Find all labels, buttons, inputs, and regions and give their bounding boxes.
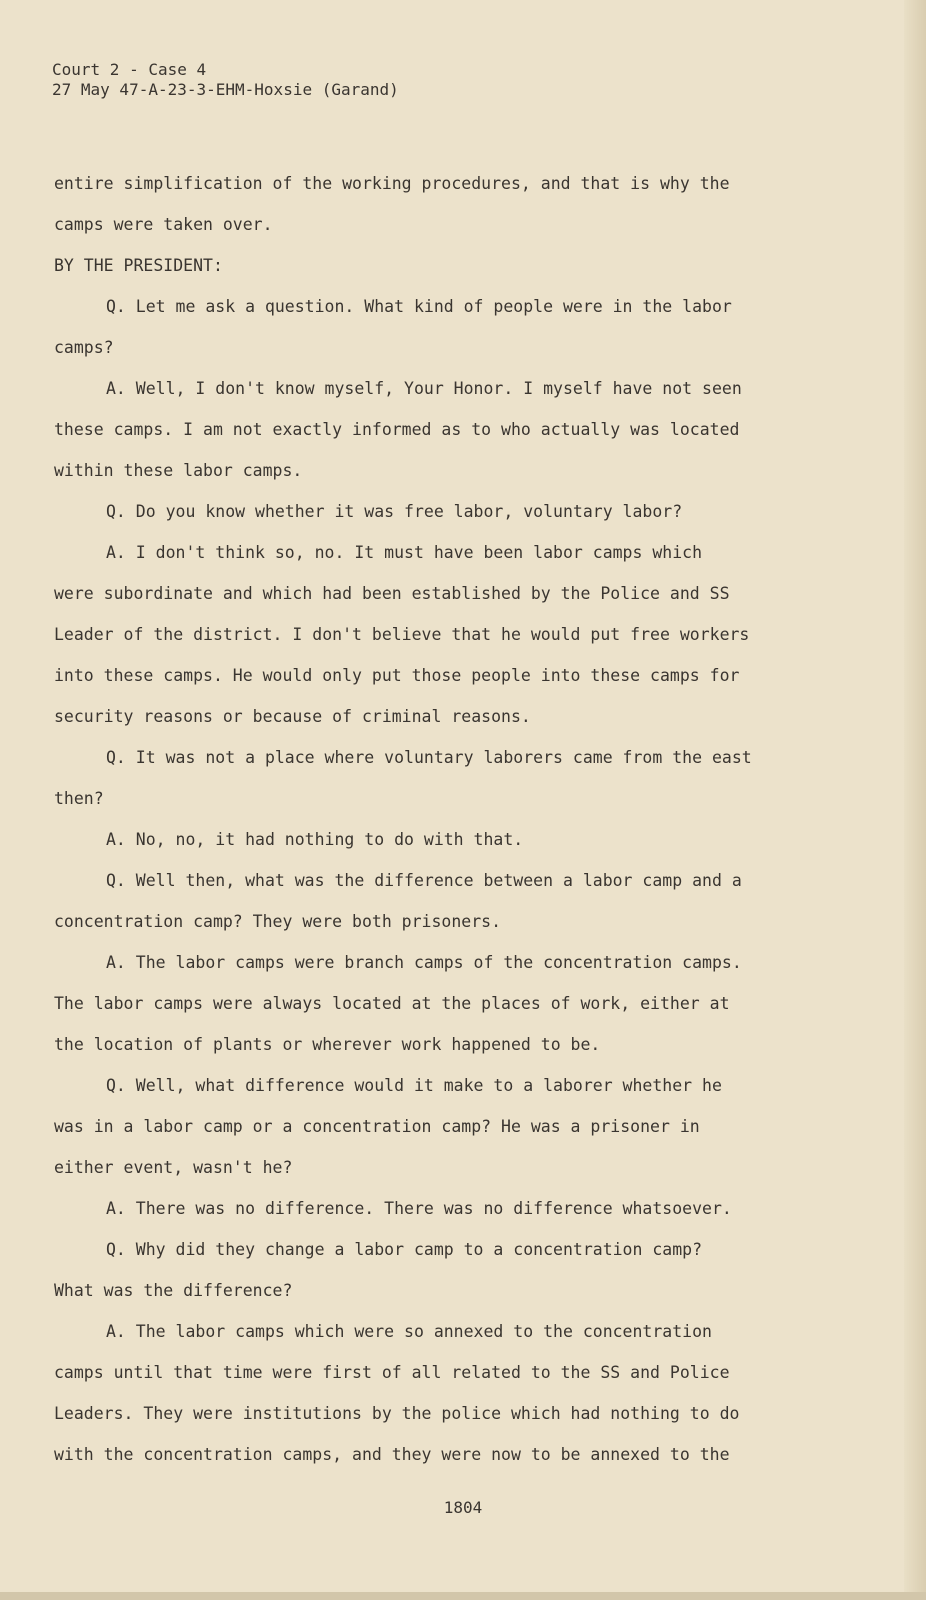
transcript-line: Q. Well then, what was the difference between a labor camp and a [106, 871, 742, 890]
transcript-body [54, 172, 834, 1484]
transcript-line: What was the difference? [54, 1281, 293, 1300]
transcript-line: A. There was no difference. There was no difference whatsoever. [106, 1199, 732, 1218]
transcript-line: Q. It was not a place where voluntary laborers came from the east [106, 748, 752, 767]
transcript-line: Q. Well, what difference would it make to a laborer whether he [106, 1076, 722, 1095]
transcript-line: Q. Let me ask a question. What kind of people were in the labor [106, 297, 732, 316]
transcript-line: was in a labor camp or a concentration camp? He was a prisoner in [54, 1117, 700, 1136]
document-header [52, 60, 399, 100]
transcript-line: Q. Do you know whether it was free labor, voluntary labor? [106, 502, 683, 521]
transcript-line: camps? [54, 338, 114, 357]
transcript-line: these camps. I am not exactly informed as to who actually was located [54, 420, 740, 439]
transcript-line: Leaders. They were institutions by the police which had nothing to do [54, 1404, 740, 1423]
page-edge-shadow [904, 0, 926, 1600]
transcript-line: into these camps. He would only put those people into these camps for [54, 666, 740, 685]
transcript-line: A. The labor camps were branch camps of the concentration camps. [106, 953, 742, 972]
page-bottom-edge [0, 1592, 926, 1600]
page-number: 1804 [443, 1498, 483, 1517]
transcript-line: the location of plants or wherever work happened to be. [54, 1035, 601, 1054]
transcript-line: camps were taken over. [54, 215, 273, 234]
transcript-line: then? [54, 789, 104, 808]
transcript-line: Q. Why did they change a labor camp to a concentration camp? [106, 1240, 703, 1259]
transcript-line: within these labor camps. [54, 461, 303, 480]
transcript-line: A. Well, I don't know myself, Your Honor. I myself have not seen [106, 379, 742, 398]
transcript-line: BY THE PRESIDENT: [54, 256, 223, 275]
transcript-line: Leader of the district. I don't believe that he would put free workers [54, 625, 750, 644]
transcript-line: A. I don't think so, no. It must have been labor camps which [106, 543, 703, 562]
transcript-line: with the concentration camps, and they were now to be annexed to the [54, 1445, 730, 1464]
transcript-line: The labor camps were always located at the places of work, either at [54, 994, 730, 1013]
transcript-line: entire simplification of the working procedures, and that is why the [54, 174, 730, 193]
transcript-line: security reasons or because of criminal reasons. [54, 707, 531, 726]
transcript-line: A. No, no, it had nothing to do with that. [106, 830, 524, 849]
header-court-case: Court 2 - Case 4 [52, 60, 207, 79]
transcript-line: camps until that time were first of all related to the SS and Police [54, 1363, 730, 1382]
transcript-line: were subordinate and which had been established by the Police and SS [54, 584, 730, 603]
transcript-line: either event, wasn't he? [54, 1158, 293, 1177]
transcript-line: A. The labor camps which were so annexed to the concentration [106, 1322, 712, 1341]
transcript-line: concentration camp? They were both prisoners. [54, 912, 502, 931]
header-date-reference: 27 May 47-A-23-3-EHM-Hoxsie (Garand) [52, 80, 399, 99]
